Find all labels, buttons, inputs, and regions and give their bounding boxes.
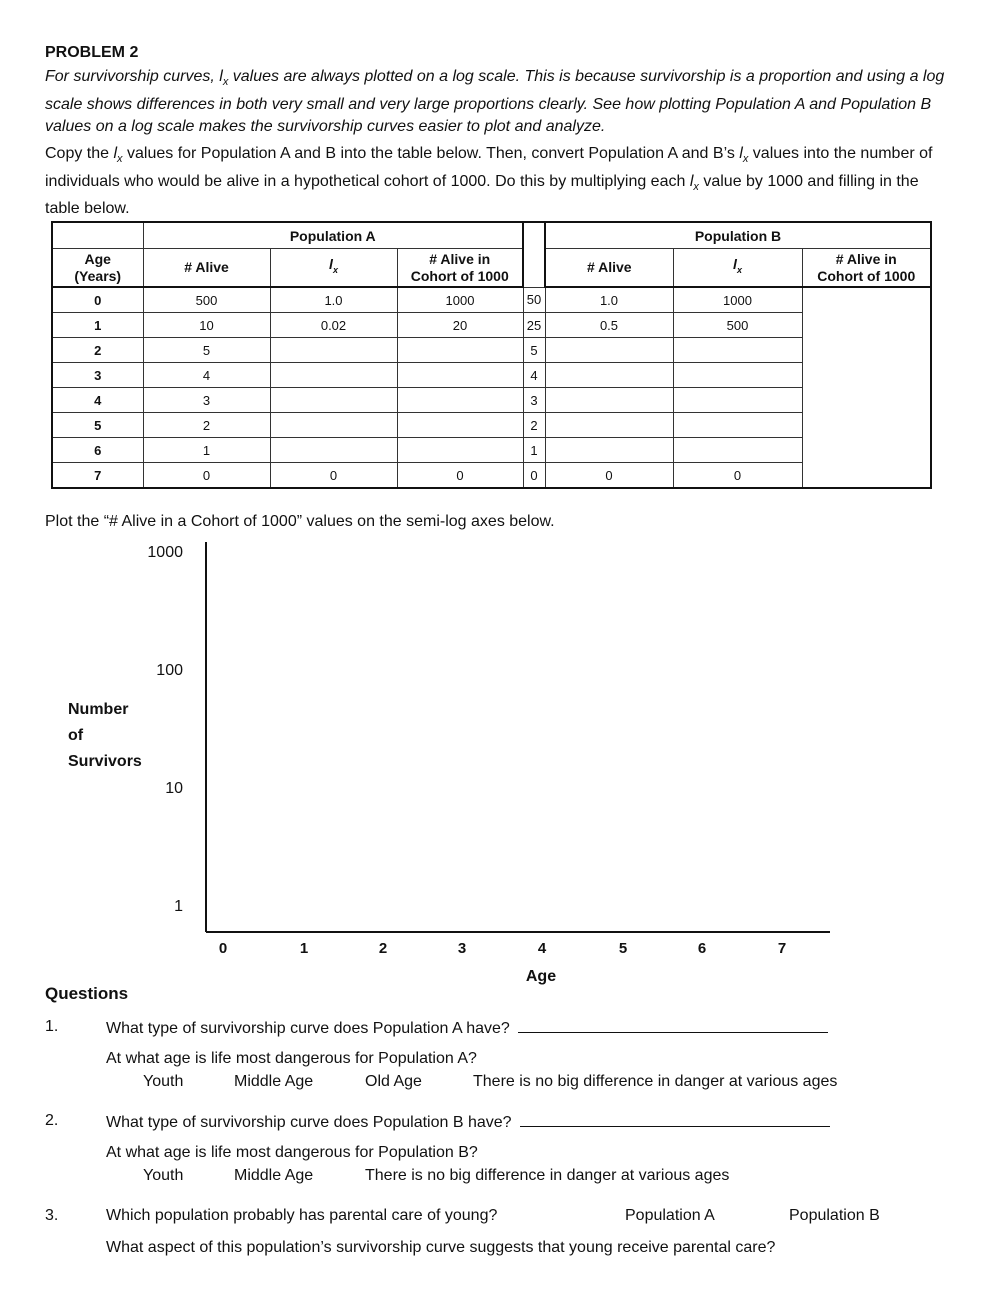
cell-b-cohort: 500	[673, 313, 802, 338]
cell-b-alive: 1	[523, 438, 545, 463]
cell-age: 6	[52, 438, 143, 463]
cell-age: 0	[52, 287, 143, 313]
a-lx-header: $l_x$	[270, 249, 397, 288]
cell-a-lx: 0.02	[270, 313, 397, 338]
q2-number: 2.	[45, 1112, 59, 1129]
cell-a-cohort: 1000	[397, 287, 523, 313]
cell-b-lx: 0.5	[545, 313, 673, 338]
cell-b-alive: 25	[523, 313, 545, 338]
y-tick-1: 1	[174, 898, 183, 915]
q2-option-no-difference[interactable]: There is no big difference in danger at various ages	[365, 1167, 730, 1184]
cell-age: 1	[52, 313, 143, 338]
cell-age: 2	[52, 338, 143, 363]
population-b-title: Population B	[545, 222, 931, 249]
cell-a-alive: 5	[143, 338, 270, 363]
q3-option-population-b[interactable]: Population B	[789, 1207, 880, 1224]
cell-age: 4	[52, 388, 143, 413]
cell-age: 5	[52, 413, 143, 438]
population-a-title: Population A	[143, 222, 523, 249]
cell-age: 7	[52, 463, 143, 489]
b-cohort-header: # Alive in Cohort of 1000	[802, 249, 931, 288]
cell-a-alive: 0	[143, 463, 270, 489]
q2-question: What type of survivorship curve does Population B have?	[106, 1112, 830, 1132]
q1-subquestion: At what age is life most dangerous for Population A?	[106, 1050, 477, 1067]
instruction-paragraph: Copy the $l_x$ values for Population A and B into the table below. Then, convert Population A and B’s $l_x$ values into the number of individuals who would be alive in a hypothetical cohort of 1000. Do this by multiplying each $l_x$ value by 1000 and filling in the table below.	[45, 145, 933, 218]
x-tick-7: 7	[777, 940, 787, 957]
q1-option-youth[interactable]: Youth	[143, 1073, 184, 1090]
x-tick-0: 0	[218, 940, 228, 957]
q2-answer-line[interactable]	[520, 1112, 830, 1127]
problem-title: PROBLEM 2	[45, 44, 139, 61]
x-tick-5: 5	[618, 940, 628, 957]
x-tick-1: 1	[299, 940, 309, 957]
cell-a-cohort: 0	[397, 463, 523, 489]
b-lx-header: $l_x$	[673, 249, 802, 288]
q1-number: 1.	[45, 1018, 59, 1035]
q1-option-no-difference[interactable]: There is no big difference in danger at various ages	[473, 1073, 838, 1090]
a-cohort-header: # Alive in Cohort of 1000	[397, 249, 523, 288]
q1-answer-line[interactable]	[518, 1018, 828, 1033]
q1-option-old-age[interactable]: Old Age	[365, 1073, 422, 1090]
cell-a-alive: 4	[143, 363, 270, 388]
y-tick-1000: 1000	[147, 544, 183, 561]
cell-a-lx: 0	[270, 463, 397, 489]
intro-paragraph: For survivorship curves, $l_x$ values are always plotted on a log scale. This is because survivorship is a proportion and using a log scale shows differences in both very small and very large proportions clearly. See how plotting Population A and Population B values on a log scale makes the survivorship curves easier to plot and analyze.	[45, 68, 945, 136]
cell-b-cohort: 1000	[673, 287, 802, 313]
age-header: Age (Years)	[52, 249, 143, 288]
cell-age: 3	[52, 363, 143, 388]
y-axis-label: Number of Survivors	[68, 701, 142, 770]
y-tick-10: 10	[165, 780, 183, 797]
b-alive-header: # Alive	[545, 249, 673, 288]
q3-option-population-a[interactable]: Population A	[625, 1207, 715, 1224]
q1-option-middle-age[interactable]: Middle Age	[234, 1073, 314, 1090]
q2-subquestion: At what age is life most dangerous for Population B?	[106, 1144, 478, 1161]
q1-question: What type of survivorship curve does Population A have?	[106, 1018, 828, 1038]
x-tick-4: 4	[537, 940, 547, 957]
cell-a-lx: 1.0	[270, 287, 397, 313]
x-tick-2: 2	[378, 940, 388, 957]
cell-b-cohort: 0	[673, 463, 802, 489]
cell-b-alive: 50	[523, 287, 545, 313]
plot-instruction: Plot the “# Alive in a Cohort of 1000” values on the semi-log axes below.	[45, 513, 555, 530]
q3-number: 3.	[45, 1207, 59, 1224]
cell-a-alive: 2	[143, 413, 270, 438]
cell-b-alive: 2	[523, 413, 545, 438]
y-tick-100: 100	[156, 662, 183, 679]
cell-b-alive: 0	[523, 463, 545, 489]
cell-b-alive: 3	[523, 388, 545, 413]
cell-b-alive: 5	[523, 338, 545, 363]
q2-option-middle-age[interactable]: Middle Age	[234, 1167, 314, 1184]
x-axis-title: Age	[525, 968, 557, 985]
cell-a-cohort: 20	[397, 313, 523, 338]
x-tick-3: 3	[457, 940, 467, 957]
cell-a-alive: 1	[143, 438, 270, 463]
a-alive-header: # Alive	[143, 249, 270, 288]
x-tick-6: 6	[697, 940, 707, 957]
questions-heading: Questions	[45, 984, 129, 1003]
q3-question: Which population probably has parental care of young?	[106, 1207, 498, 1224]
q3-subquestion: What aspect of this population’s survivorship curve suggests that young receive parental care?	[106, 1239, 776, 1256]
cell-b-lx: 0	[545, 463, 673, 489]
q2-option-youth[interactable]: Youth	[143, 1167, 184, 1184]
cell-a-alive: 500	[143, 287, 270, 313]
cell-a-alive: 10	[143, 313, 270, 338]
cell-a-alive: 3	[143, 388, 270, 413]
cell-b-lx: 1.0	[545, 287, 673, 313]
cell-b-alive: 4	[523, 363, 545, 388]
